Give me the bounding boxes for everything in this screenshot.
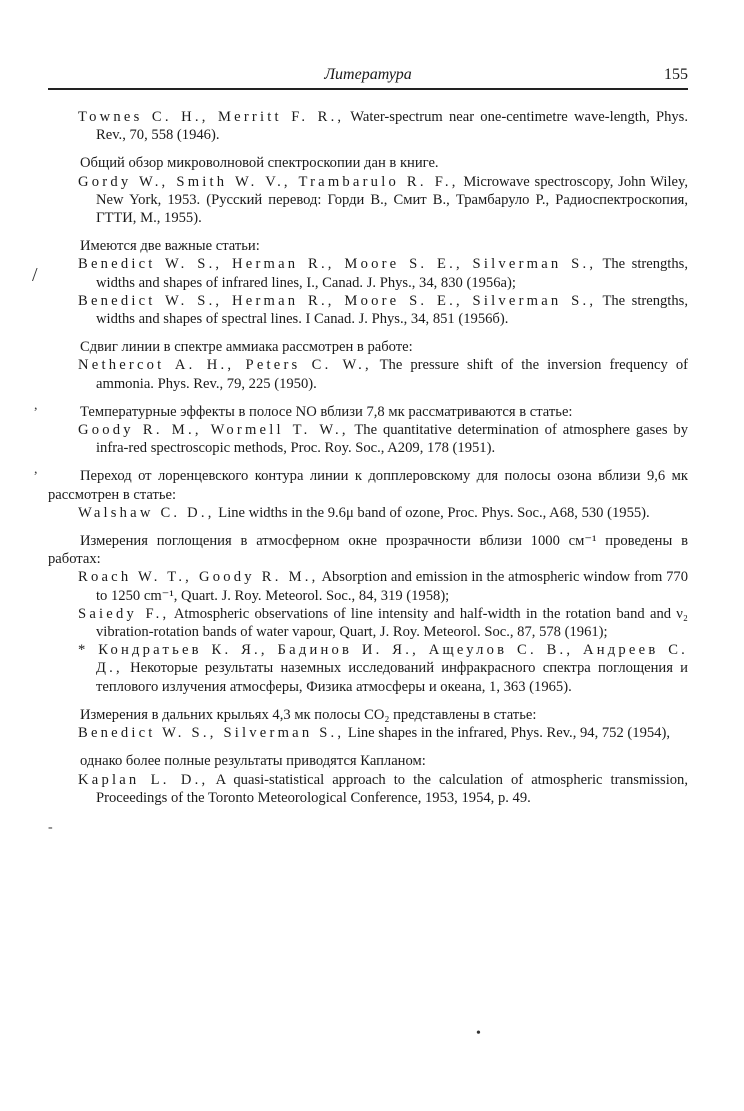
- block-intro: Измерения поглощения в атмосферном окне прозрачности вблизи 1000 см⁻¹ проведены в работах:: [48, 533, 688, 568]
- block-intro: однако более полные результаты приводятся Капланом:: [80, 753, 426, 770]
- reference-entry: [48, 771, 688, 807]
- reference-authors: Benedict W. S., Herman R., Moore S. E., Silverman S.,: [78, 256, 597, 273]
- reference-details: The pressure shift of the inversion frequency of ammonia. Phys. Rev., 79, 225 (1950).: [96, 357, 689, 392]
- bibliography-content: [48, 108, 688, 817]
- reference-block: [48, 237, 688, 328]
- reference-details: Absorption and emission in the atmospheric window from 770 to 1250 cm⁻¹, Quart. J. Roy. Meteorol. Soc., 84, 319 (1958);: [96, 569, 688, 604]
- reference-authors: Walshaw C. D.,: [78, 504, 215, 521]
- reference-details: A quasi-statistical approach to the calculation of atmospheric transmission, Proceedings of the Toronto Meteorological Conference, 1953, 1954, p. 49.: [96, 771, 688, 806]
- reference-authors: Kaplan L. D.,: [78, 771, 209, 788]
- margin-dot-mark: ,: [34, 462, 38, 477]
- reference-details: Line widths in the 9.6μ band of ozone, Proc. Phys. Soc., A68, 530 (1955).: [214, 504, 650, 521]
- reference-entry: [48, 173, 688, 228]
- reference-entry: [48, 724, 688, 742]
- margin-dot-mark: -: [48, 820, 53, 835]
- margin-slash-mark: /: [32, 264, 38, 286]
- reference-authors: Benedict W. S., Herman R., Moore S. E., Silverman S.,: [78, 292, 597, 309]
- reference-details: Water-spectrum near one-centimetre wave-length, Phys. Rev., 70, 558 (1946).: [96, 109, 688, 144]
- reference-entry: [48, 292, 688, 328]
- reference-details: Некоторые результаты наземных исследований инфракрасного спектра поглощения и теплового излучения атмосферы, Физика атмосферы и океана, 1, 363 (1965).: [96, 660, 688, 695]
- reference-authors: Roach W. T., Goody R. M.,: [78, 569, 319, 586]
- running-title: Литература: [324, 66, 412, 83]
- reference-authors: Nethercot A. H., Peters C. W.,: [78, 357, 372, 374]
- reference-authors: Gordy W., Smith W. V., Trambarulo R. F.,: [78, 173, 459, 190]
- block-intro: Переход от лоренцевского контура линии к допплеровскому для полосы озона вблизи 9,6 мк рассмотрен в статье:: [48, 468, 688, 503]
- reference-block: [48, 706, 688, 742]
- reference-block: [48, 154, 688, 227]
- margin-dot-mark: ,: [34, 398, 38, 413]
- reference-entry: [48, 504, 688, 522]
- reference-authors: Goody R. M., Wormell T. W.,: [78, 422, 349, 439]
- reference-block: [48, 467, 688, 522]
- reference-details: Microwave spectroscopy, John Wiley, New York, 1953. (Русский перевод: Горди В., Смит В., Трамбарулo Р., Радиоспектроскопия, ГТТИ, М., 1955).: [96, 173, 688, 227]
- margin-dot-mark: •: [476, 1026, 481, 1041]
- reference-block: [48, 403, 688, 458]
- reference-authors: Benedict W. S., Silverman S.,: [78, 725, 345, 742]
- reference-details: Atmospheric observations of line intensity and half-width in the rotation band and ν₂ vibration-rotation bands of water vapour, Quart, J. Roy. Meteorol. Soc., 87, 578 (1961);: [96, 605, 688, 641]
- reference-entry: [48, 255, 688, 291]
- block-intro: Общий обзор микроволновой спектроскопии дан в книге.: [80, 155, 439, 172]
- reference-details: The quantitative determination of atmosphere gases by infra-red spectroscopic methods, Proc. Roy. Soc., A209, 178 (1951).: [96, 422, 688, 457]
- block-intro: Сдвиг линии в спектре аммиака рассмотрен в работе:: [80, 339, 413, 356]
- reference-authors: * Кондратьев К. Я., Бадинов И. Я., Ащеулов С. В., Андреев С. Д.,: [78, 642, 688, 677]
- reference-details: The strengths, widths and shapes of infrared lines, I., Canad. J. Phys., 34, 830 (1956a);: [96, 256, 688, 291]
- reference-authors: Townes C. H., Merritt F. R.,: [78, 109, 345, 125]
- reference-details: The strengths, widths and shapes of spectral lines. I Canad. J. Phys., 34, 851 (1956б).: [96, 292, 688, 328]
- reference-entry: [48, 108, 688, 144]
- block-intro: Имеются две важные статьи:: [80, 238, 260, 255]
- block-intro: Измерения в дальних крыльях 4,3 мк полосы CO₂ представлены в статье:: [80, 706, 537, 723]
- page-number: 155: [664, 66, 688, 83]
- reference-entry: [48, 568, 688, 604]
- reference-entry: [48, 421, 688, 457]
- reference-block: [48, 752, 688, 807]
- reference-entry: [48, 356, 688, 392]
- reference-details: Line shapes in the infrared, Phys. Rev., 94, 752 (1954),: [344, 725, 670, 742]
- page-header: [48, 66, 688, 90]
- reference-entry: [48, 641, 688, 696]
- reference-block: [48, 532, 688, 696]
- reference-block: [48, 108, 688, 144]
- reference-entry: [48, 605, 688, 641]
- reference-authors: Saiedy F.,: [78, 605, 170, 622]
- reference-block: [48, 338, 688, 393]
- block-intro: Температурные эффекты в полосе NO вблизи 7,8 мк рассматриваются в статье:: [80, 403, 573, 420]
